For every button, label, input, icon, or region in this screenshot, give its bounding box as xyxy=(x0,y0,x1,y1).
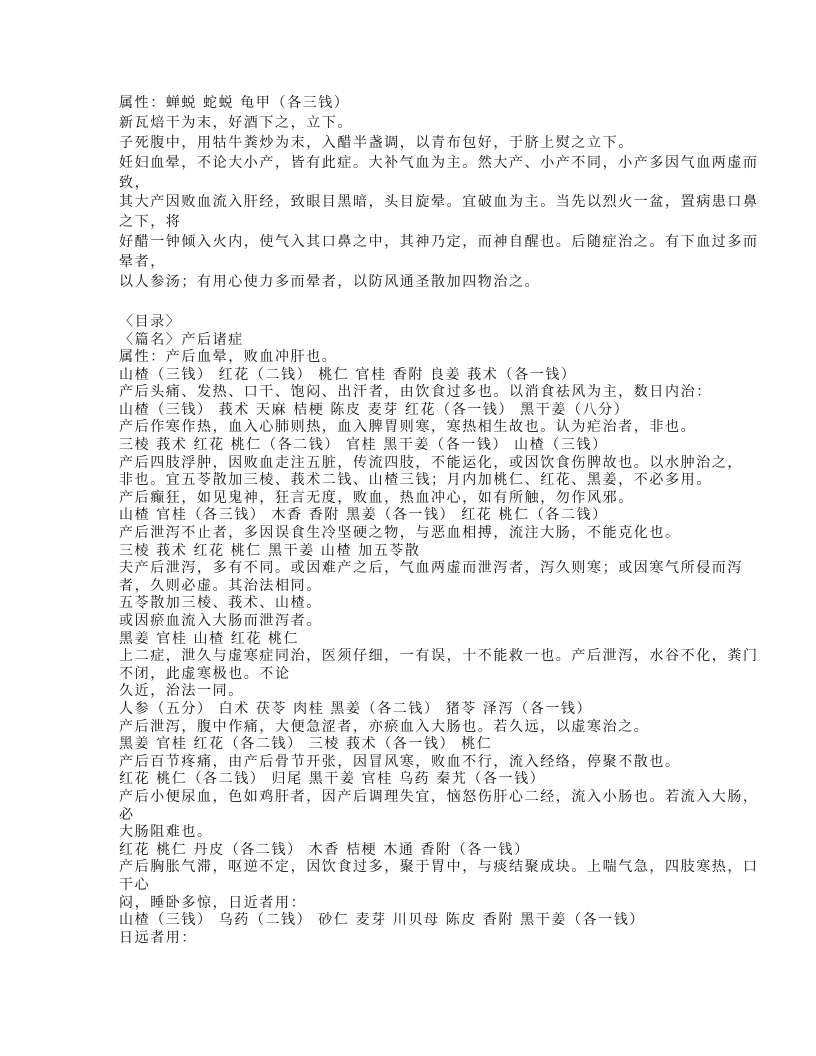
text-line: 黑姜 官桂 山楂 红花 桃仁 xyxy=(119,630,300,647)
text-line: 产后胸胀气滞，呕逆不定，因饮食过多，聚于胃中，与痰结聚成块。上喘气急，四肢寒热，口 xyxy=(119,859,759,876)
text-line: 山楂 官桂（各三钱） 木香 香附 黑姜（各一钱） 红花 桃仁（各二钱） xyxy=(119,507,608,524)
text-line: 产后癫狂，如见鬼神，狂言无度，败血，热血冲心，如有所触，勿作风邪。 xyxy=(119,489,634,506)
section-preceding-text xyxy=(119,94,759,293)
text-line: 三棱 莪术 红花 桃仁（各二钱） 官桂 黑干姜（各一钱） 山楂（三钱） xyxy=(119,437,608,454)
text-line: 必 xyxy=(119,806,135,823)
text-line: 产后小便尿血，色如鸡肝者，因产后调理失宜，恼怒伤肝心二经，流入小肠也。若流入大肠， xyxy=(119,788,759,805)
text-line: 属性：蝉蜕 蛇蜕 龟甲（各三钱） xyxy=(119,95,350,111)
text-line: 产后泄泻不止者，多因误食生冷坚硬之物，与恶血相搏，流注大肠，不能克化也。 xyxy=(119,525,681,542)
text-line: 子死腹中，用牯牛粪炒为末，入醋半盏调，以青布包好，于脐上熨之立下。 xyxy=(119,134,634,151)
text-line: 属性：产后血晕，败血冲肝也。 xyxy=(119,349,338,366)
text-line: 山楂（三钱） 乌药（二钱） 砂仁 麦芽 川贝母 陈皮 香附 黑干姜（各一钱） xyxy=(119,912,645,929)
text-line: 三棱 莪术 红花 桃仁 黑干姜 山楂 加五苓散 xyxy=(119,542,421,559)
text-line: 红花 桃仁（各二钱） 归尾 黑干姜 官桂 乌药 秦艽（各一钱） xyxy=(119,771,546,788)
text-line: 好醋一钟倾入火内，使气入其口鼻之中，其神乃定，而神自醒也。后随症治之。有下血过多而 xyxy=(119,234,759,251)
text-line: 不闭，此虚寒极也。不论 xyxy=(119,665,291,682)
text-line: 闷，睡卧多惊，日近者用： xyxy=(119,894,307,911)
text-line: 〈目录〉 xyxy=(119,313,182,330)
text-line: 或因瘀血流入大肠而泄泻者。 xyxy=(119,613,322,629)
text-line: 者，久则必虚。其治法相同。 xyxy=(119,577,322,594)
text-line: 以人参汤；有用心使力多而晕者，以防风通圣散加四物治之。 xyxy=(119,274,541,291)
text-line: 之下，将 xyxy=(119,214,182,231)
text-line: 晕者， xyxy=(119,254,166,271)
paragraph-gap xyxy=(119,293,719,314)
text-line: 山楂（三钱） 红花（二钱） 桃仁 官桂 香附 良姜 莪术（各一钱） xyxy=(119,366,577,383)
text-line: 其大产因败血流入肝经，致眼目黑暗，头目旋晕。宜破血为主。当先以烈火一盆，置病患口鼻 xyxy=(119,194,759,211)
text-line: 产后百节疼痛，由产后骨节开张，因冒风寒，败血不行，流入经络，停聚不散也。 xyxy=(119,753,681,770)
text-line: 非也。宜五苓散加三棱、莪术二钱、山楂三钱；月内加桃仁、红花、黑姜，不必多用。 xyxy=(119,472,712,489)
text-line: 产后头痛、发热、口干、饱闷、出汗者，由饮食过多也。以消食祛风为主，数日内治： xyxy=(119,384,712,401)
text-line: 夫产后泄泻，多有不同。或因难产之后，气血两虚而泄泻者，泻久则寒；或因寒气所侵而泻 xyxy=(119,560,743,577)
text-line: 妊妇血晕，不论大小产，皆有此症。大补气血为主。然大产、小产不同，小产多因气血两虚而 xyxy=(119,154,759,171)
text-line: 五苓散加三棱、莪术、山楂。 xyxy=(119,595,322,612)
text-line: 产后泄泻，腹中作痛，大便急涩者，亦瘀血入大肠也。若久远，以虚寒治之。 xyxy=(119,718,650,735)
text-line: 新瓦焙干为末，好酒下之，立下。 xyxy=(119,114,353,131)
text-line: 黑姜 官桂 红花（各二钱） 三棱 莪术（各一钱） 桃仁 xyxy=(119,736,493,753)
text-line: 〈篇名〉产后诸症 xyxy=(119,331,244,348)
document-page xyxy=(119,94,759,947)
text-line: 红花 桃仁 丹皮（各二钱） 木香 桔梗 木通 香附（各一钱） xyxy=(119,841,530,858)
text-line: 人参（五分） 白术 茯苓 肉桂 黑姜（各二钱） 猪苓 泽泻（各一钱） xyxy=(119,700,593,717)
text-line: 产后四肢浮肿，因败血走注五脏，传流四肢，不能运化，或因饮食伤脾故也。以水肿治之， xyxy=(119,454,743,471)
text-line: 干心 xyxy=(119,876,151,893)
section-postpartum-disorders xyxy=(119,313,759,947)
text-line: 上二症，泄久与虚寒症同治，医须仔细，一有误，十不能救一也。产后泄泻，水谷不化，粪门 xyxy=(119,648,759,665)
text-line: 产后作寒作热，血入心肺则热，血入脾胃则寒，寒热相生故也。认为疟治者，非也。 xyxy=(119,419,697,436)
text-line: 致， xyxy=(119,174,151,191)
text-line: 山楂（三钱） 莪术 天麻 桔梗 陈皮 麦芽 红花（各一钱） 黑干姜（八分） xyxy=(119,401,630,418)
text-line: 大肠阻难也。 xyxy=(119,824,213,841)
text-line: 久近，治法一同。 xyxy=(119,683,244,700)
text-line: 日远者用： xyxy=(119,929,197,946)
